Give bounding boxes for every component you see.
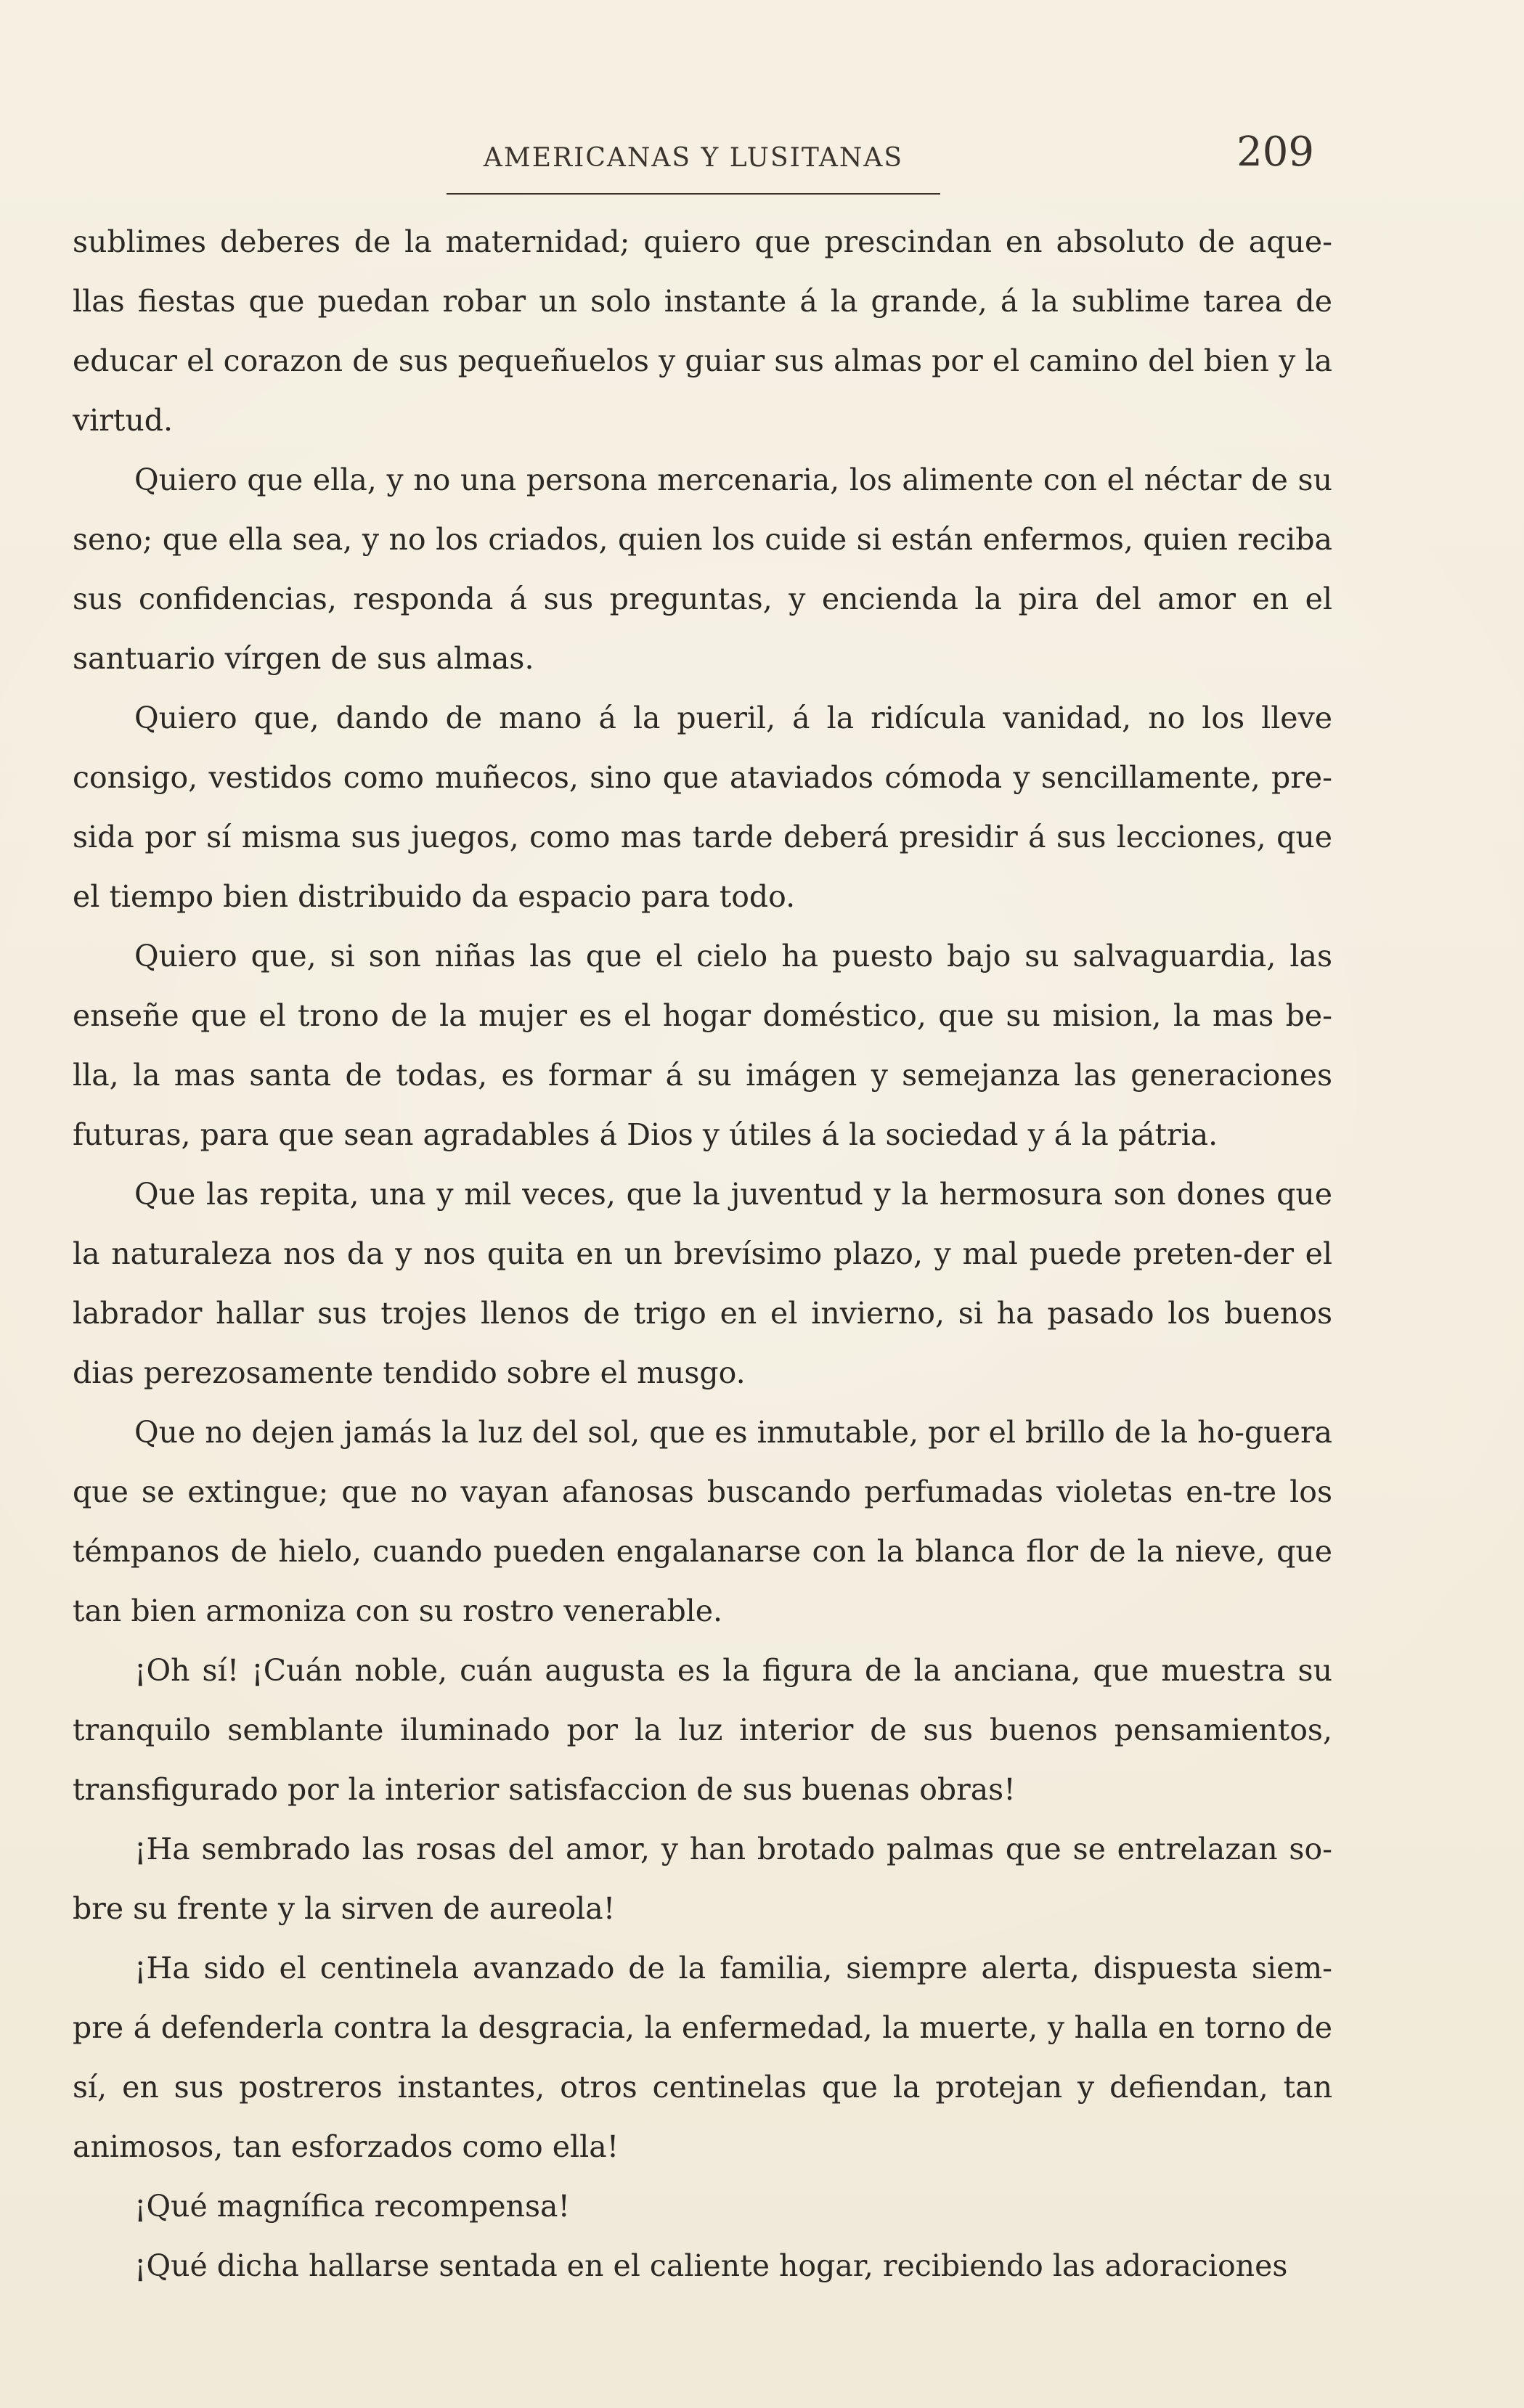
running-title: AMERICANAS Y LUSITANAS [447, 142, 940, 195]
paragraph: Quiero que, dando de mano á la pueril, á la ridícula vanidad, no los lleve consigo, vestidos como muñecos, sino que ataviados cómoda y sencillamente, pre-sida por sí misma sus juegos, como mas tarde deberá presidir á sus lecciones, que el tiempo bien distribuido da espacio para todo. [73, 701, 1332, 914]
paragraph: Que las repita, una y mil veces, que la juventud y la hermosura son dones que la naturaleza nos da y nos quita en un brevísimo plazo, y mal puede preten-der el labrador hallar sus trojes llenos de trigo en el invierno, si ha pasado los buenos dias perezosamente tendido sobre el musgo. [73, 1177, 1332, 1390]
paragraph: ¡Ha sembrado las rosas del amor, y han brotado palmas que se entrelazan so-bre su frente y la sirven de aureola! [73, 1832, 1332, 1926]
paragraph: ¡Qué magnífica recompensa! [134, 2189, 570, 2224]
paragraph: ¡Qué dicha hallarse sentada en el caliente hogar, recibiendo las adoraciones [134, 2248, 1288, 2283]
paragraph: ¡Ha sido el centinela avanzado de la familia, siempre alerta, dispuesta siem-pre á defenderla contra la desgracia, la enfermedad, la muerte, y halla en torno de sí, en sus postreros instantes, otros centinelas que la protejan y defiendan, tan animosos, tan esforzados como ella! [73, 1951, 1332, 2164]
paragraph: ¡Oh sí! ¡Cuán noble, cuán augusta es la figura de la anciana, que muestra su tranquilo semblante iluminado por la luz interior de sus buenos pensamientos, transfigurado por la interior satisfaccion de sus buenas obras! [73, 1653, 1332, 1807]
paragraph: Quiero que, si son niñas las que el cielo ha puesto bajo su salvaguardia, las enseñe que el trono de la mujer es el hogar doméstico, que su mision, la mas be-lla, la mas santa de todas, es formar á su imágen y semejanza las generaciones futuras, para que sean agradables á Dios y útiles á la sociedad y á la pátria. [73, 939, 1332, 1152]
paragraph: sublimes deberes de la maternidad; quiero que prescindan en absoluto de aque-llas fiestas que puedan robar un solo instante á la grande, á la sublime tarea de educar el corazon de sus pequeñuelos y guiar sus almas por el camino del bien y la virtud. [73, 224, 1332, 438]
paragraph: Que no dejen jamás la luz del sol, que es inmutable, por el brillo de la ho-guera que se extingue; que no vayan afanosas buscando perfumadas violetas en-tre los témpanos de hielo, cuando pueden engalanarse con la blanca flor de la nieve, que tan bien armoniza con su rostro venerable. [73, 1415, 1332, 1628]
paragraph: Quiero que ella, y no una persona mercenaria, los alimente con el néctar de su seno; que ella sea, y no los criados, quien los cuide si están enfermos, quien reciba sus confidencias, responda á sus preguntas, y encienda la pira del amor en el santuario vírgen de sus almas. [73, 462, 1332, 676]
page-number: 209 [1236, 128, 1314, 176]
body-text [73, 212, 1332, 2295]
